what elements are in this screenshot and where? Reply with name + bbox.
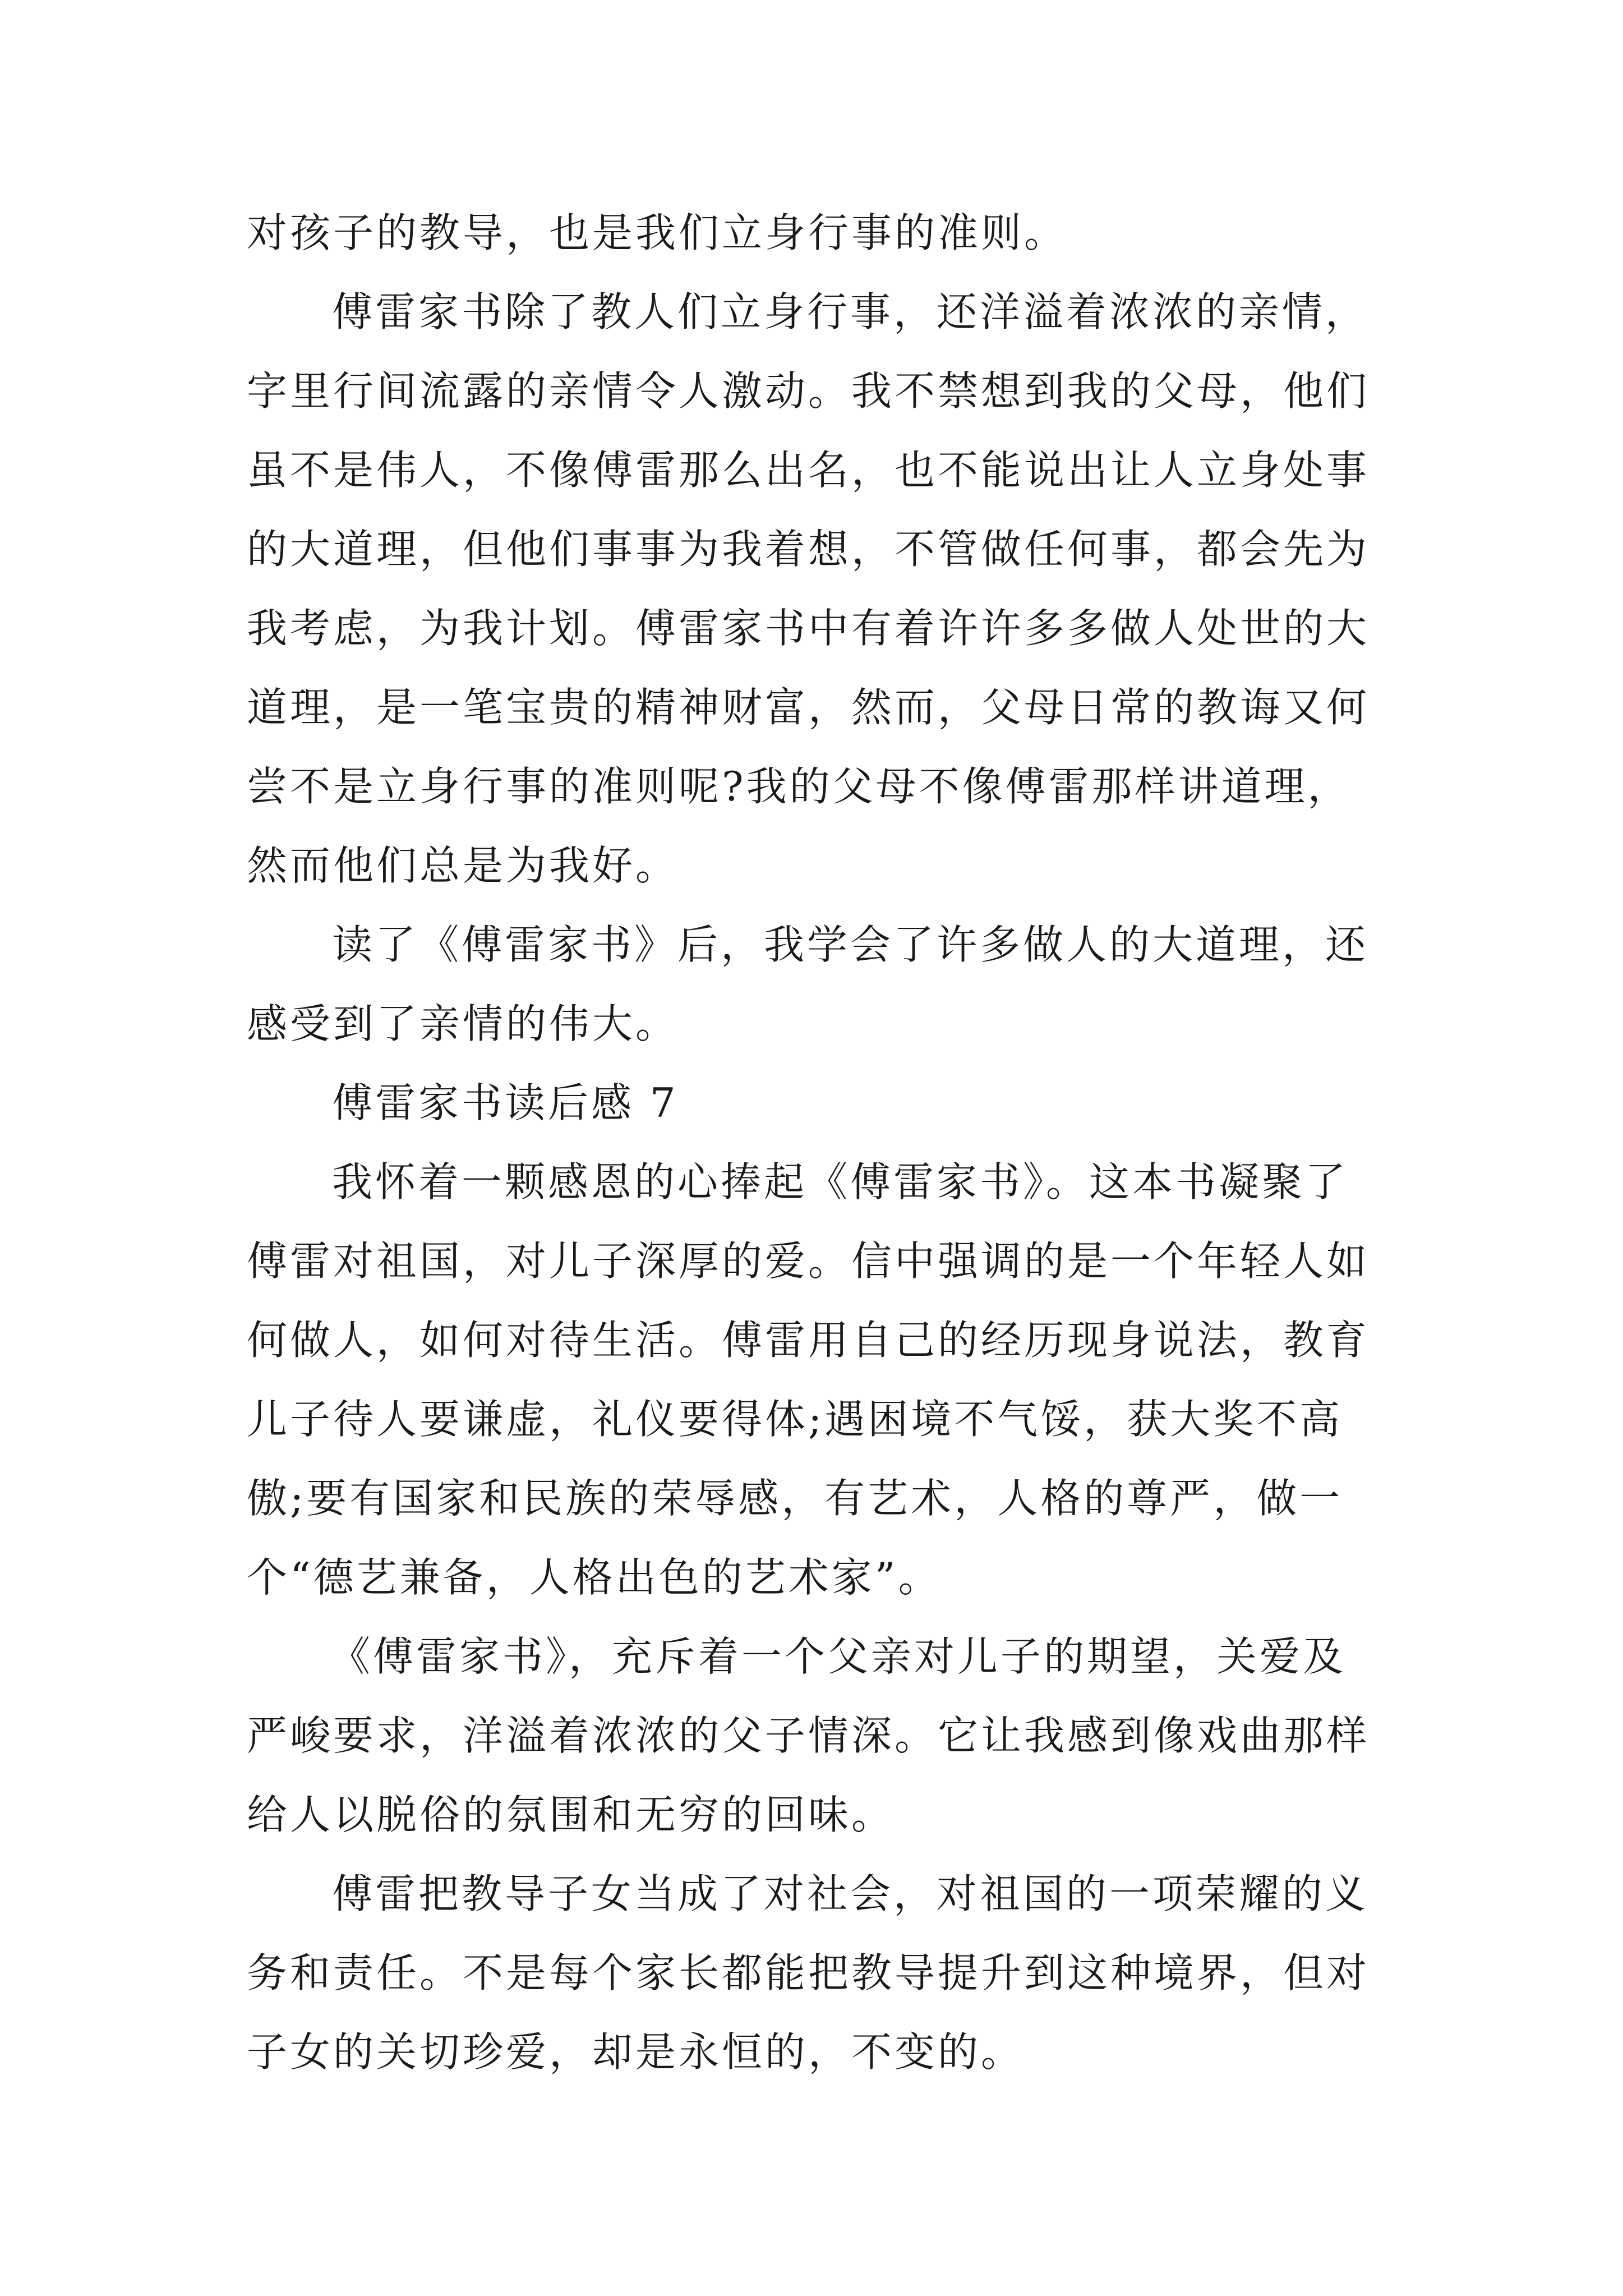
text-line: 道理，是一笔宝贵的精神财富，然而，父母日常的教诲又何 xyxy=(247,684,1370,731)
text-line: 何做人，如何对待生活。傅雷用自己的经历现身说法，教育 xyxy=(247,1317,1370,1364)
paragraph-start-line: 《傅雷家书》，充斥着一个父亲对儿子的期望，关爱及 xyxy=(330,1633,1347,1680)
paragraph-start-line: 我怀着一颗感恩的心捧起《傅雷家书》。这本书凝聚了 xyxy=(332,1158,1349,1205)
text-line: 严峻要求，洋溢着浓浓的父子情深。它让我感到像戏曲那样 xyxy=(247,1712,1370,1759)
text-line: 尝不是立身行事的准则呢?我的父母不像傅雷那样讲道理， xyxy=(247,763,1351,810)
text-line: 务和责任。不是每个家长都能把教导提升到这种境界，但对 xyxy=(247,1949,1370,1996)
paragraph-start-line: 傅雷家书除了教人们立身行事，还洋溢着浓浓的亲情， xyxy=(332,288,1369,335)
text-line: 感受到了亲情的伟大。 xyxy=(247,1000,679,1047)
text-line: 我考虑，为我计划。傅雷家书中有着许许多多做人处世的大 xyxy=(247,605,1370,652)
text-line: 对孩子的教导，也是我们立身行事的准则。 xyxy=(247,209,1068,256)
text-line: 个“德艺兼备，人格出色的艺术家”。 xyxy=(247,1554,942,1601)
paragraph-start-line: 傅雷把教导子女当成了对社会，对祖国的一项荣耀的义 xyxy=(332,1870,1369,1917)
text-line: 儿子待人要谦虚，礼仪要得体;遇困境不气馁，获大奖不高 xyxy=(247,1396,1343,1443)
section-heading: 傅雷家书读后感 7 xyxy=(332,1079,679,1126)
text-line: 字里行间流露的亲情令人激动。我不禁想到我的父母，他们 xyxy=(247,367,1370,415)
text-line: 虽不是伟人，不像傅雷那么出名，也不能说出让人立身处事 xyxy=(247,447,1370,494)
document-body xyxy=(247,194,1391,2092)
text-line: 傅雷对祖国，对儿子深厚的爱。信中强调的是一个年轻人如 xyxy=(247,1237,1370,1285)
text-line: 的大道理，但他们事事为我着想，不管做任何事，都会先为 xyxy=(247,526,1370,573)
text-line: 给人以脱俗的氛围和无穷的回味。 xyxy=(247,1791,895,1838)
text-line: 傲;要有国家和民族的荣辱感，有艺术，人格的尊严，做一 xyxy=(247,1475,1343,1522)
paragraph-start-line: 读了《傅雷家书》后，我学会了许多做人的大道理，还 xyxy=(332,921,1369,968)
text-line: 然而他们总是为我好。 xyxy=(247,842,679,889)
text-line: 子女的关切珍爱，却是永恒的，不变的。 xyxy=(247,2028,1025,2076)
